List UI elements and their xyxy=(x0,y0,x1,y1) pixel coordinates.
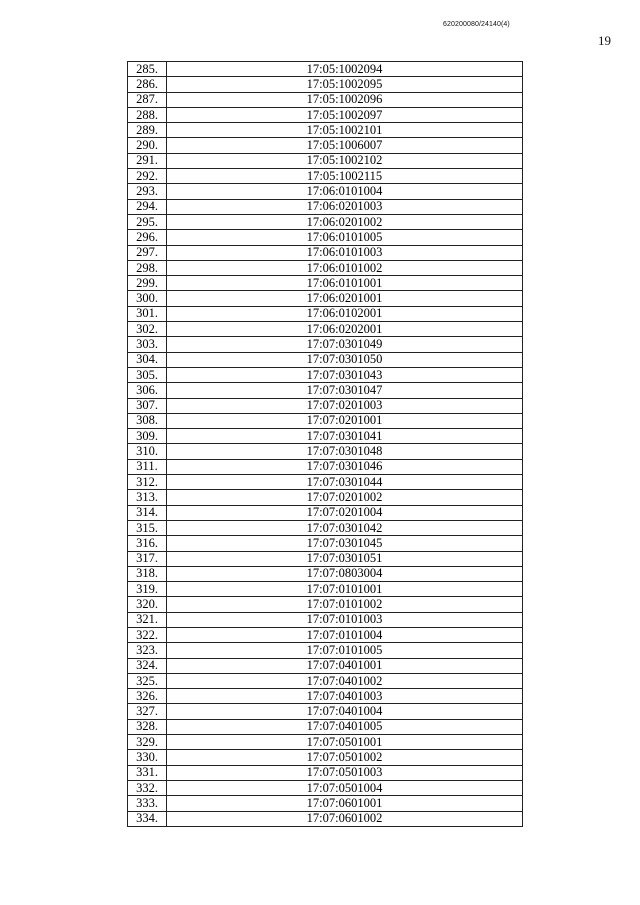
row-number: 332. xyxy=(128,780,167,795)
cadastral-code: 17:06:0202001 xyxy=(167,322,523,337)
cadastral-code: 17:05:1002096 xyxy=(167,92,523,107)
row-number: 315. xyxy=(128,520,167,535)
row-number: 285. xyxy=(128,62,167,77)
cadastral-code: 17:05:1006007 xyxy=(167,138,523,153)
cadastral-code: 17:07:0401003 xyxy=(167,689,523,704)
row-number: 318. xyxy=(128,566,167,581)
cadastral-code: 17:07:0301049 xyxy=(167,337,523,352)
row-number: 327. xyxy=(128,704,167,719)
table-row xyxy=(128,214,523,229)
table-row xyxy=(128,780,523,795)
row-number: 288. xyxy=(128,107,167,122)
row-number: 333. xyxy=(128,796,167,811)
row-number: 325. xyxy=(128,673,167,688)
row-number: 307. xyxy=(128,398,167,413)
table-row xyxy=(128,383,523,398)
table-row xyxy=(128,475,523,490)
table-row xyxy=(128,796,523,811)
table-row xyxy=(128,260,523,275)
cadastral-code: 17:06:0101005 xyxy=(167,230,523,245)
cadastral-code: 17:07:0301046 xyxy=(167,459,523,474)
row-number: 308. xyxy=(128,413,167,428)
row-number: 297. xyxy=(128,245,167,260)
table-row xyxy=(128,566,523,581)
table-row xyxy=(128,62,523,77)
cadastral-code: 17:07:0601002 xyxy=(167,811,523,826)
cadastral-code: 17:07:0101001 xyxy=(167,582,523,597)
table-row xyxy=(128,245,523,260)
cadastral-code: 17:06:0101003 xyxy=(167,245,523,260)
row-number: 309. xyxy=(128,429,167,444)
row-number: 295. xyxy=(128,214,167,229)
cadastral-code: 17:07:0201001 xyxy=(167,413,523,428)
row-number: 291. xyxy=(128,153,167,168)
cadastral-code: 17:07:0301047 xyxy=(167,383,523,398)
table-row xyxy=(128,520,523,535)
table-row xyxy=(128,627,523,642)
table-row xyxy=(128,184,523,199)
cadastral-code: 17:07:0401001 xyxy=(167,658,523,673)
cadastral-code: 17:07:0101005 xyxy=(167,643,523,658)
row-number: 305. xyxy=(128,367,167,382)
table-row xyxy=(128,490,523,505)
row-number: 328. xyxy=(128,719,167,734)
table-row xyxy=(128,719,523,734)
row-number: 301. xyxy=(128,306,167,321)
table-row xyxy=(128,291,523,306)
row-number: 326. xyxy=(128,689,167,704)
table-row xyxy=(128,689,523,704)
cadastral-code: 17:07:0301048 xyxy=(167,444,523,459)
cadastral-code: 17:05:1002095 xyxy=(167,77,523,92)
row-number: 312. xyxy=(128,475,167,490)
row-number: 317. xyxy=(128,551,167,566)
row-number: 293. xyxy=(128,184,167,199)
cadastral-code: 17:07:0401005 xyxy=(167,719,523,734)
cadastral-code: 17:07:0501001 xyxy=(167,735,523,750)
cadastral-code: 17:06:0201002 xyxy=(167,214,523,229)
row-number: 290. xyxy=(128,138,167,153)
row-number: 294. xyxy=(128,199,167,214)
cadastral-code: 17:07:0301044 xyxy=(167,475,523,490)
table-row xyxy=(128,398,523,413)
row-number: 302. xyxy=(128,322,167,337)
cadastral-code: 17:05:1002102 xyxy=(167,153,523,168)
table-row xyxy=(128,750,523,765)
cadastral-code: 17:07:0301050 xyxy=(167,352,523,367)
cadastral-code: 17:06:0101002 xyxy=(167,260,523,275)
page-number: 19 xyxy=(598,33,611,48)
table-row xyxy=(128,429,523,444)
cadastral-code: 17:06:0102001 xyxy=(167,306,523,321)
cadastral-code: 17:06:0201001 xyxy=(167,291,523,306)
table-row xyxy=(128,704,523,719)
row-number: 334. xyxy=(128,811,167,826)
cadastral-code: 17:07:0301043 xyxy=(167,367,523,382)
row-number: 286. xyxy=(128,77,167,92)
row-number: 321. xyxy=(128,612,167,627)
table-row xyxy=(128,551,523,566)
row-number: 311. xyxy=(128,459,167,474)
table-row xyxy=(128,582,523,597)
row-number: 329. xyxy=(128,735,167,750)
row-number: 287. xyxy=(128,92,167,107)
row-number: 296. xyxy=(128,230,167,245)
cadastral-code: 17:07:0401004 xyxy=(167,704,523,719)
cadastral-code: 17:05:1002115 xyxy=(167,169,523,184)
row-number: 303. xyxy=(128,337,167,352)
table-row xyxy=(128,643,523,658)
table-row xyxy=(128,92,523,107)
cadastral-code: 17:06:0101004 xyxy=(167,184,523,199)
table-row xyxy=(128,811,523,826)
table-row xyxy=(128,505,523,520)
table-row xyxy=(128,123,523,138)
cadastral-code: 17:07:0301051 xyxy=(167,551,523,566)
table-row xyxy=(128,352,523,367)
cadastral-code: 17:07:0501004 xyxy=(167,780,523,795)
cadastral-code: 17:07:0201004 xyxy=(167,505,523,520)
table-row xyxy=(128,322,523,337)
cadastral-code: 17:07:0101004 xyxy=(167,627,523,642)
cadastral-code: 17:07:0803004 xyxy=(167,566,523,581)
row-number: 310. xyxy=(128,444,167,459)
row-number: 292. xyxy=(128,169,167,184)
table-row xyxy=(128,413,523,428)
row-number: 289. xyxy=(128,123,167,138)
table-row xyxy=(128,153,523,168)
table-row xyxy=(128,337,523,352)
table-row xyxy=(128,459,523,474)
row-number: 330. xyxy=(128,750,167,765)
table-row xyxy=(128,169,523,184)
row-number: 304. xyxy=(128,352,167,367)
cadastral-code: 17:07:0601001 xyxy=(167,796,523,811)
cadastral-code: 17:05:1002094 xyxy=(167,62,523,77)
cadastral-code: 17:05:1002097 xyxy=(167,107,523,122)
row-number: 324. xyxy=(128,658,167,673)
cadastral-code: 17:07:0401002 xyxy=(167,673,523,688)
table-row xyxy=(128,276,523,291)
row-number: 300. xyxy=(128,291,167,306)
cadastral-code: 17:07:0301045 xyxy=(167,536,523,551)
cadastral-code: 17:06:0201003 xyxy=(167,199,523,214)
row-number: 306. xyxy=(128,383,167,398)
cadastral-code: 17:07:0101002 xyxy=(167,597,523,612)
table-row xyxy=(128,107,523,122)
row-number: 323. xyxy=(128,643,167,658)
table-row xyxy=(128,673,523,688)
cadastral-code: 17:06:0101001 xyxy=(167,276,523,291)
row-number: 331. xyxy=(128,765,167,780)
cadastral-table xyxy=(127,61,523,827)
row-number: 314. xyxy=(128,505,167,520)
cadastral-code: 17:07:0101003 xyxy=(167,612,523,627)
cadastral-code: 17:05:1002101 xyxy=(167,123,523,138)
row-number: 322. xyxy=(128,627,167,642)
table-row xyxy=(128,138,523,153)
table-row xyxy=(128,735,523,750)
table-row xyxy=(128,77,523,92)
table-row xyxy=(128,199,523,214)
table-row xyxy=(128,612,523,627)
cadastral-code: 17:07:0501003 xyxy=(167,765,523,780)
row-number: 298. xyxy=(128,260,167,275)
table-row xyxy=(128,306,523,321)
cadastral-code: 17:07:0201002 xyxy=(167,490,523,505)
cadastral-code: 17:07:0201003 xyxy=(167,398,523,413)
document-code: 620200080/24140(4) xyxy=(443,21,510,28)
table-row xyxy=(128,536,523,551)
table-row xyxy=(128,597,523,612)
row-number: 319. xyxy=(128,582,167,597)
table-row xyxy=(128,367,523,382)
row-number: 299. xyxy=(128,276,167,291)
table-row xyxy=(128,765,523,780)
row-number: 313. xyxy=(128,490,167,505)
table-row xyxy=(128,444,523,459)
cadastral-code: 17:07:0301042 xyxy=(167,520,523,535)
table-row xyxy=(128,230,523,245)
cadastral-code: 17:07:0301041 xyxy=(167,429,523,444)
cadastral-code: 17:07:0501002 xyxy=(167,750,523,765)
row-number: 320. xyxy=(128,597,167,612)
row-number: 316. xyxy=(128,536,167,551)
table-row xyxy=(128,658,523,673)
